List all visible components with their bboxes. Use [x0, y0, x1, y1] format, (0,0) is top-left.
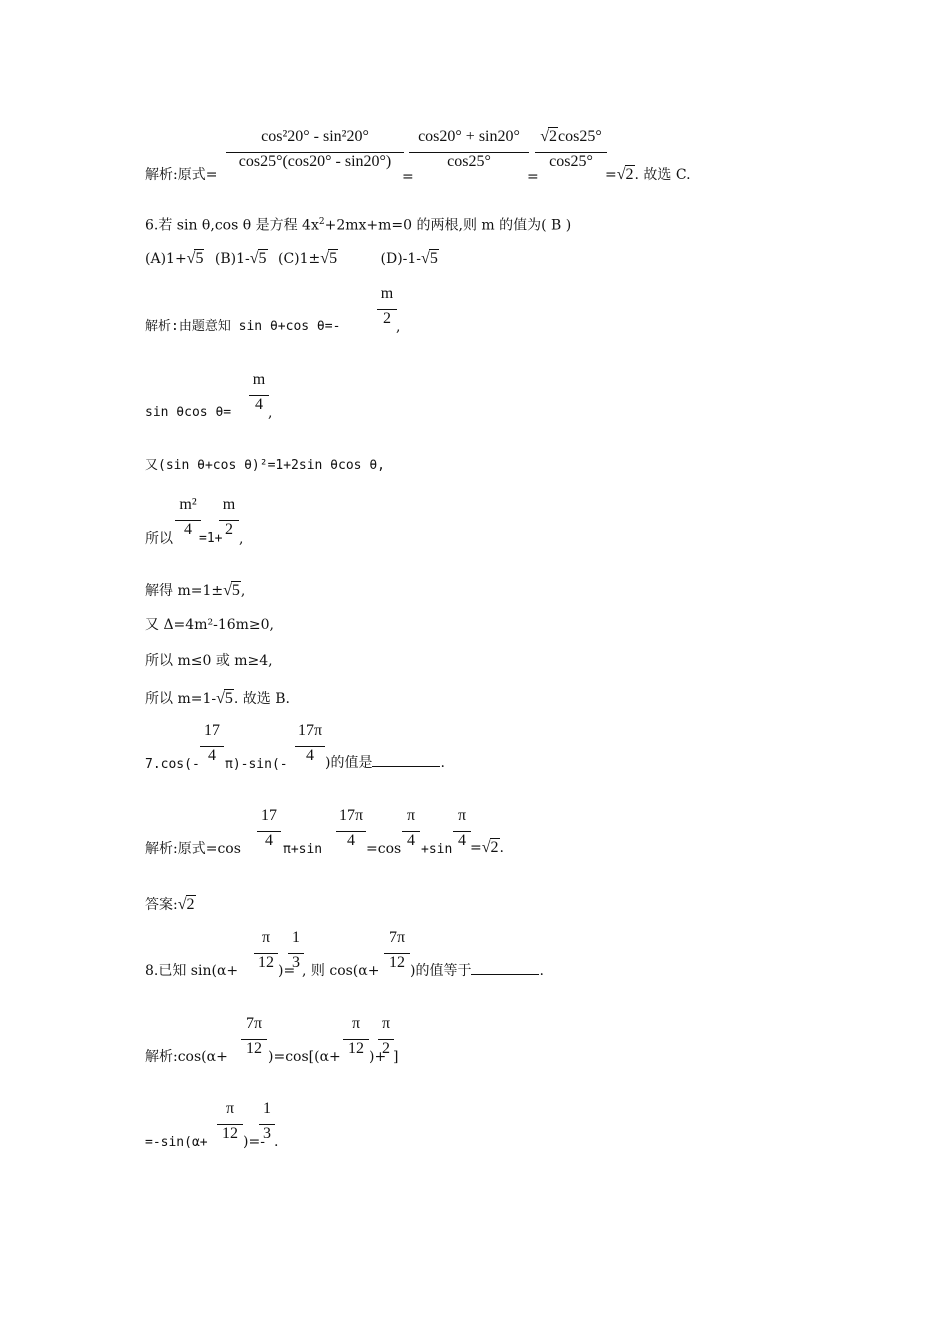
solution-6-line-2: sin θcos θ=	[145, 405, 232, 420]
solution-6-line-8: 所以 m=1-√5. 故选 B.	[145, 690, 290, 707]
solution-7-fraction-1: $\frac{17}{4}$	[257, 807, 281, 850]
comma: ,	[239, 531, 244, 547]
fraction-2	[409, 128, 529, 171]
question-7-fraction-1: $\frac{17}{4}$	[200, 722, 224, 765]
solution-6-fraction-2: $\frac{m}{4}$	[249, 371, 269, 414]
fraction-2-denominator: cos25°	[409, 152, 529, 171]
solution-6-line-6: 又 Δ=4m²-16m≥0,	[145, 617, 274, 633]
answer-blank[interactable]	[372, 754, 440, 767]
solution-7-part-1: 解析:原式=cos	[145, 841, 241, 857]
question-8-part-4: )的值等于 .	[410, 963, 544, 979]
solution-7-result: =√2.	[470, 839, 504, 856]
equals-2: =	[527, 169, 539, 185]
solution-8-line-2-part-1: =-sin(α+	[145, 1135, 208, 1150]
solution-6-fraction-4: $\frac{m}{2}$	[219, 496, 239, 539]
solution-8-fraction-4: $\frac{\pi}{12}$	[217, 1100, 243, 1143]
solution-8-line-2-part-2: )=-	[243, 1134, 265, 1150]
solution-7-fraction-3: $\frac{\pi}{4}$	[402, 807, 420, 850]
comma: ,	[268, 405, 273, 421]
solution-8-fraction-1: $\frac{7\pi}{12}$	[241, 1015, 267, 1058]
solution-7-fraction-2: $\frac{17\pi}{4}$	[336, 807, 366, 850]
fraction-1-denominator: cos25°(cos20° - sin20°)	[226, 152, 404, 171]
solution-8-part-3: )+	[369, 1049, 387, 1065]
question-7-part-2: π)-sin(-	[225, 757, 288, 772]
solution-7-part-4: +sin	[421, 842, 453, 857]
question-7-part-3: )的值是 .	[325, 755, 445, 771]
solution-8-fraction-3: $\frac{\pi}{2}$	[378, 1015, 394, 1058]
solution-8-part-2: )=cos[(α+	[268, 1049, 341, 1065]
solution-6-line-1: 解析:由题意知 sin θ+cos θ=-	[145, 319, 341, 334]
solution-8-line-2-end: .	[274, 1134, 279, 1150]
solution-8-part-1: 解析:cos(α+	[145, 1049, 228, 1065]
fraction-3-denominator: cos25°	[535, 152, 607, 171]
fraction-1	[226, 128, 404, 171]
solution-7-fraction-4: $\frac{\pi}{4}$	[453, 807, 471, 850]
solution-5-prefix: 解析:原式=	[145, 167, 218, 183]
solution-7-part-3: =cos	[366, 841, 402, 857]
solution-6-line-3: 又(sin θ+cos θ)²=1+2sin θcos θ,	[145, 458, 385, 473]
option-b: (B)1-√5	[214, 250, 267, 267]
solution-6-line-5: 解得 m=1±√5,	[145, 582, 246, 599]
option-a: (A)1+√5	[145, 250, 204, 267]
answer-blank[interactable]	[471, 962, 539, 975]
question-8-fraction-1: $\frac{\pi}{12}$	[254, 929, 278, 972]
question-8-fraction-3: $\frac{7\pi}{12}$	[384, 929, 410, 972]
fraction-1-numerator: cos²20° - sin²20°	[261, 128, 369, 145]
question-8-part-1: 8.已知 sin(α+	[145, 963, 239, 979]
fraction-3	[535, 128, 607, 171]
solution-8-fraction-5: $\frac{1}{3}$	[259, 1100, 275, 1143]
question-8-part-2: )=	[278, 963, 296, 979]
solution-6-fraction-3: $\frac{\text{m²}}{4}$	[175, 496, 201, 539]
solution-7-part-2: π+sin	[283, 842, 323, 857]
solution-6-line-7: 所以 m≤0 或 m≥4,	[145, 653, 273, 669]
answer-7: 答案:√2	[145, 896, 195, 913]
question-7-fraction-2: $\frac{17\pi}{4}$	[295, 722, 325, 765]
solution-5-result: =√2. 故选 C.	[605, 166, 691, 183]
solution-6-line-4-prefix: 所以	[145, 531, 173, 547]
solution-8-part-4: ]	[393, 1049, 399, 1065]
question-8-fraction-2: $\frac{1}{3}$	[288, 929, 304, 972]
question-8-part-3: , 则 cos(α+	[302, 963, 380, 979]
equals-1: =	[402, 169, 414, 185]
option-d: (D)-1-√5	[380, 250, 438, 267]
solution-6-fraction-1: $\frac{m}{2}$	[377, 285, 397, 328]
question-7-part-1: 7.cos(-	[145, 757, 200, 772]
fraction-3-numerator: √2cos25°	[540, 128, 602, 145]
solution-8-fraction-2: $\frac{\pi}{12}$	[343, 1015, 369, 1058]
option-c: (C)1±√5	[278, 250, 338, 267]
question-6-options	[145, 250, 439, 268]
comma: ,	[396, 319, 401, 335]
question-6: 6.若 sin θ,cos θ 是方程 $4x^2+2mx+m=0$ 的两根,则 m 的值为( B )	[145, 217, 572, 234]
fraction-2-numerator: cos20° + sin20°	[418, 128, 520, 145]
equals-one-plus: =1+	[199, 531, 223, 546]
